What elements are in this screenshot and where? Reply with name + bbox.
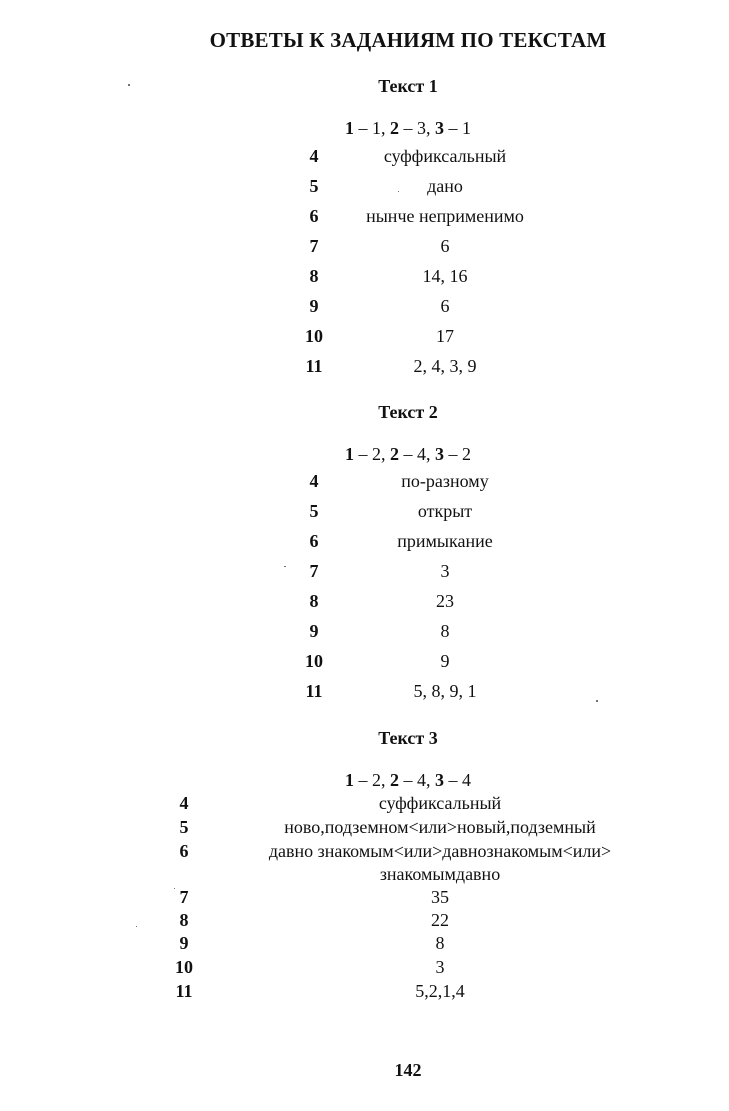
- question-number: 10: [305, 651, 323, 671]
- question-number: 4: [309, 471, 319, 491]
- answer-value: суффиксальный: [383, 146, 507, 166]
- answer-value: 8: [440, 621, 450, 641]
- answer-value: 5, 8, 9, 1: [413, 681, 477, 701]
- page-title: ОТВЕТЫ К ЗАДАНИЯМ ПО ТЕКСТАМ: [209, 28, 607, 52]
- question-number: 7: [179, 887, 189, 907]
- question-number: 9: [309, 621, 319, 641]
- answer-value: дано: [427, 176, 463, 196]
- question-number: 11: [305, 356, 323, 376]
- answer-value: 22: [431, 910, 449, 930]
- question-number: 11: [175, 981, 193, 1001]
- question-number: 11: [305, 681, 323, 701]
- answer-value: открыт: [417, 501, 473, 521]
- answer-value: 14, 16: [422, 266, 468, 286]
- scan-speck: [128, 84, 130, 86]
- answer-value: 3: [435, 957, 445, 977]
- question-number: 5: [179, 817, 189, 837]
- answer-value: 35: [431, 887, 449, 907]
- question-number: 8: [309, 591, 319, 611]
- question-number: 5: [309, 501, 319, 521]
- question-number: 8: [179, 910, 189, 930]
- answer-value: нынче неприменимо: [366, 206, 524, 226]
- answer-value: 8: [435, 933, 445, 953]
- page-number: 142: [394, 1060, 422, 1080]
- multiple-choice-answers-text-3: 1 – 2, 2 – 4, 3 – 4: [345, 770, 471, 790]
- multiple-choice-answers-text-2: 1 – 2, 2 – 4, 3 – 2: [345, 444, 471, 464]
- answer-value: давно знакомым<или>давнознакомым<или>: [268, 841, 612, 861]
- answer-value: примыкание: [397, 531, 493, 551]
- answer-value: 9: [440, 651, 450, 671]
- answer-value: 5,2,1,4: [415, 981, 465, 1001]
- question-number: 10: [175, 957, 193, 977]
- question-number: 4: [179, 793, 189, 813]
- answer-value: суффиксальный: [378, 793, 502, 813]
- multiple-choice-answers-text-1: 1 – 1, 2 – 3, 3 – 1: [345, 118, 471, 138]
- question-number: 5: [309, 176, 319, 196]
- question-number: 4: [309, 146, 319, 166]
- question-number: 7: [309, 236, 319, 256]
- answer-value: 23: [436, 591, 454, 611]
- section-heading-text-2: Текст 2: [378, 402, 438, 422]
- scan-speck: [174, 888, 175, 889]
- section-heading-text-3: Текст 3: [378, 728, 438, 748]
- answer-value: по-разному: [401, 471, 489, 491]
- answer-value: 2, 4, 3, 9: [413, 356, 477, 376]
- question-number: 9: [309, 296, 319, 316]
- scan-speck: [284, 566, 286, 567]
- answer-value: 3: [440, 561, 450, 581]
- answer-value: 17: [436, 326, 454, 346]
- scan-speck: [136, 926, 137, 927]
- scan-speck: [398, 191, 399, 192]
- answer-value: 6: [440, 296, 450, 316]
- answer-value: ново,подземном<или>новый,подземный: [284, 817, 596, 837]
- question-number: 9: [179, 933, 189, 953]
- question-number: 6: [309, 531, 319, 551]
- answer-value-continuation: знакомымдавно: [379, 864, 501, 884]
- question-number: 7: [309, 561, 319, 581]
- question-number: 8: [309, 266, 319, 286]
- section-heading-text-1: Текст 1: [378, 76, 438, 96]
- question-number: 6: [309, 206, 319, 226]
- question-number: 10: [305, 326, 323, 346]
- scan-speck: [596, 700, 598, 702]
- answer-value: 6: [440, 236, 450, 256]
- question-number: 6: [179, 841, 189, 861]
